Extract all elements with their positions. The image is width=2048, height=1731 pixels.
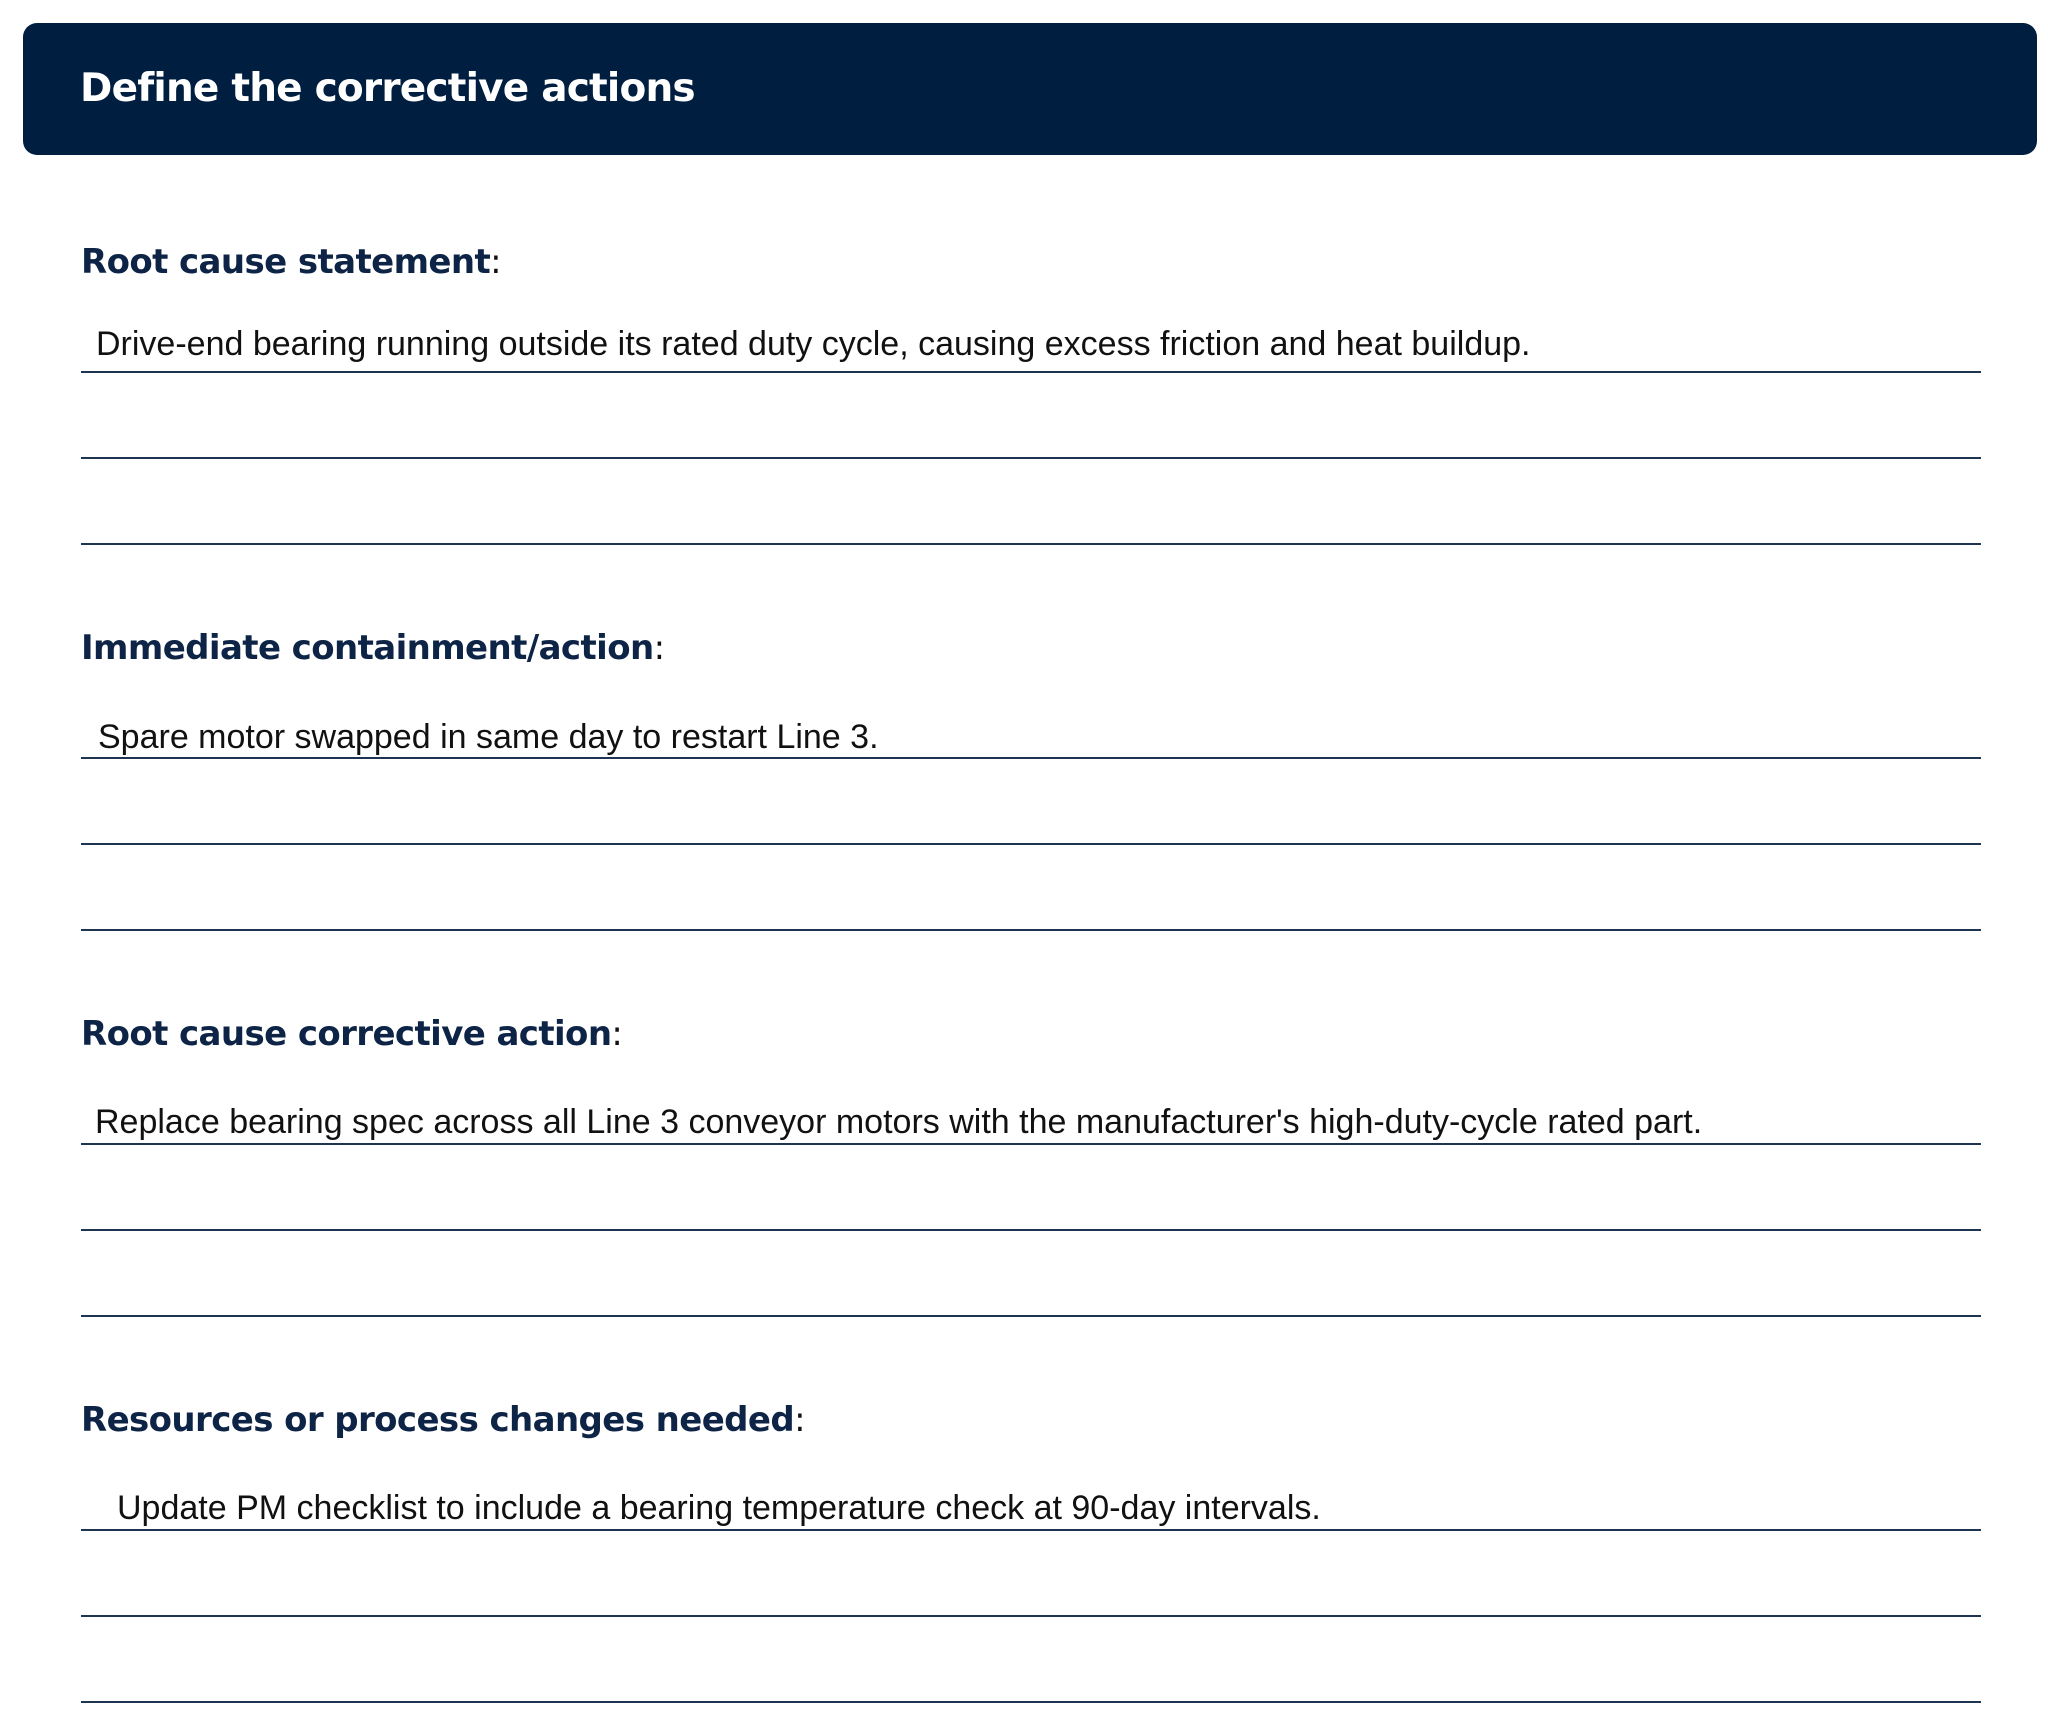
section-label-text: Resources or process changes needed [81,1400,795,1440]
section-label-text: Immediate containment/action [81,628,654,668]
answer-line-3[interactable] [81,543,1981,545]
section-root-cause-statement [81,242,1981,545]
answer-text: Replace bearing spec across all Line 3 conveyor motors with the manufacturer's high-duty-cycle rated part. [95,1103,1703,1141]
section-label-text: Root cause corrective action [81,1014,612,1054]
page-title: Define the corrective actions [80,66,695,111]
answer-line-2[interactable] [81,843,1981,845]
section-label [81,1400,805,1440]
section-label-colon: : [794,1400,805,1440]
section-label-colon: : [490,242,501,282]
section-label-text: Root cause statement [81,242,491,282]
header-bar [23,23,2037,155]
answer-line-1[interactable] [81,1529,1981,1531]
section-root-cause-corrective-action [81,1014,1981,1317]
section-label-colon: : [611,1014,623,1054]
section-label [81,1014,623,1054]
answer-text: Update PM checklist to include a bearing temperature check at 90-day intervals. [117,1489,1321,1527]
section-label-colon: : [653,628,665,668]
answer-line-1[interactable] [81,1143,1981,1145]
answer-text: Drive-end bearing running outside its rated duty cycle, causing excess friction and heat buildup. [96,325,1531,363]
answer-line-2[interactable] [81,1229,1981,1231]
answer-text: Spare motor swapped in same day to restart Line 3. [98,718,879,756]
section-label [81,242,501,282]
answer-line-1[interactable] [81,371,1981,373]
section-immediate-containment [81,628,1981,931]
section-resources-process-changes [81,1400,1981,1703]
answer-line-3[interactable] [81,929,1981,931]
answer-line-3[interactable] [81,1701,1981,1703]
section-label [81,628,665,668]
answer-line-3[interactable] [81,1315,1981,1317]
answer-line-1[interactable] [81,757,1981,759]
answer-line-2[interactable] [81,1615,1981,1617]
answer-line-2[interactable] [81,457,1981,459]
